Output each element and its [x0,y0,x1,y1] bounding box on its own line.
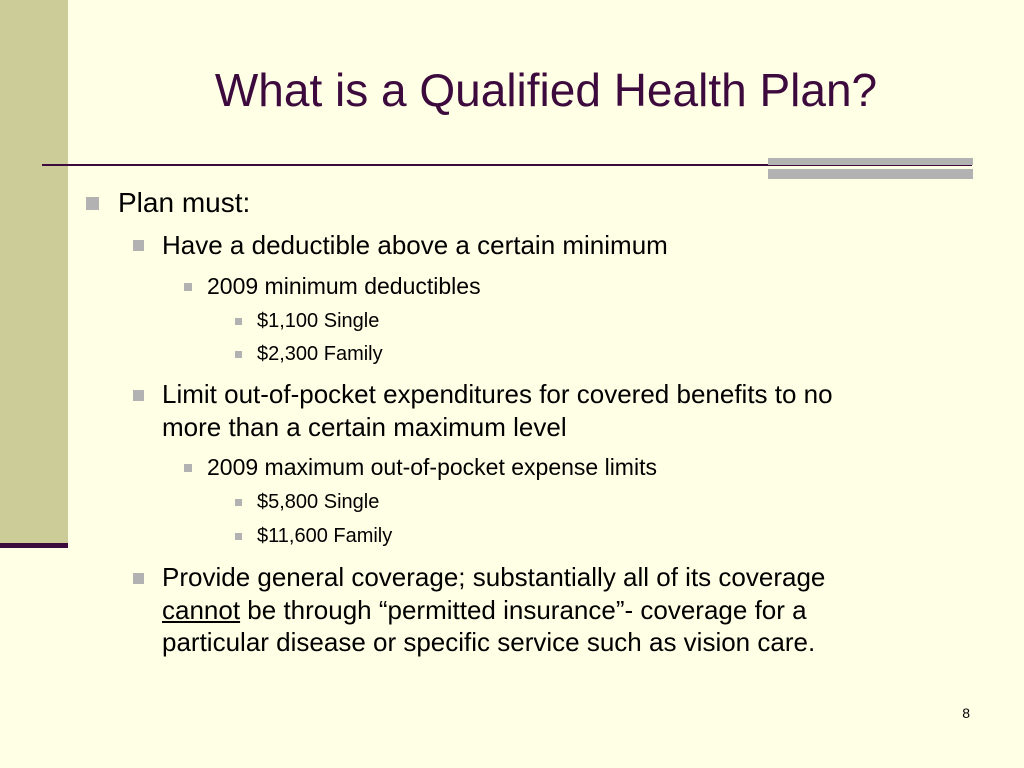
slide-title: What is a Qualified Health Plan? [214,64,878,116]
bullet-icon [235,351,242,358]
bullet-icon [86,197,99,210]
bullet-max-single: $5,800 Single [257,491,380,513]
bullet-general-line-2 [162,594,807,626]
bullet-oop-line-2: more than a certain maximum level [162,412,567,442]
bullet-deductible: Have a deductible above a certain minimum [162,230,668,260]
left-band-rule [0,543,68,548]
bullet-max-oop: 2009 maximum out-of-pocket expense limits [207,454,657,480]
bullet-general-line-3: particular disease or specific service such as vision care. [162,627,816,657]
bullet-oop-line-1: Limit out-of-pocket expenditures for covered benefits to no [162,379,833,409]
bullet-icon [235,499,242,506]
bullet-icon [133,390,144,401]
bullet-min-family: $2,300 Family [257,343,383,365]
page-number: 8 [962,705,970,721]
bullet-icon [184,464,192,472]
bullet-min-deductibles: 2009 minimum deductibles [207,273,481,299]
bullet-plan-must: Plan must: [118,187,251,218]
bullet-min-single: $1,100 Single [257,310,380,332]
bullet-icon [133,240,144,251]
bullet-icon [235,318,242,325]
bullet-icon [133,573,144,584]
general-line-2-text: be through “permitted insurance”- coverage for a [240,595,807,625]
underlined-cannot: cannot [162,595,241,625]
bullet-general-line-1: Provide general coverage; substantially all of its coverage [162,562,826,592]
decorative-gray-bar-bottom [768,169,973,179]
bullet-icon [235,533,242,540]
bullet-icon [184,283,192,291]
bullet-max-family: $11,600 Family [257,525,393,547]
left-accent-band [0,0,68,546]
decorative-gray-bar-top [768,158,973,165]
